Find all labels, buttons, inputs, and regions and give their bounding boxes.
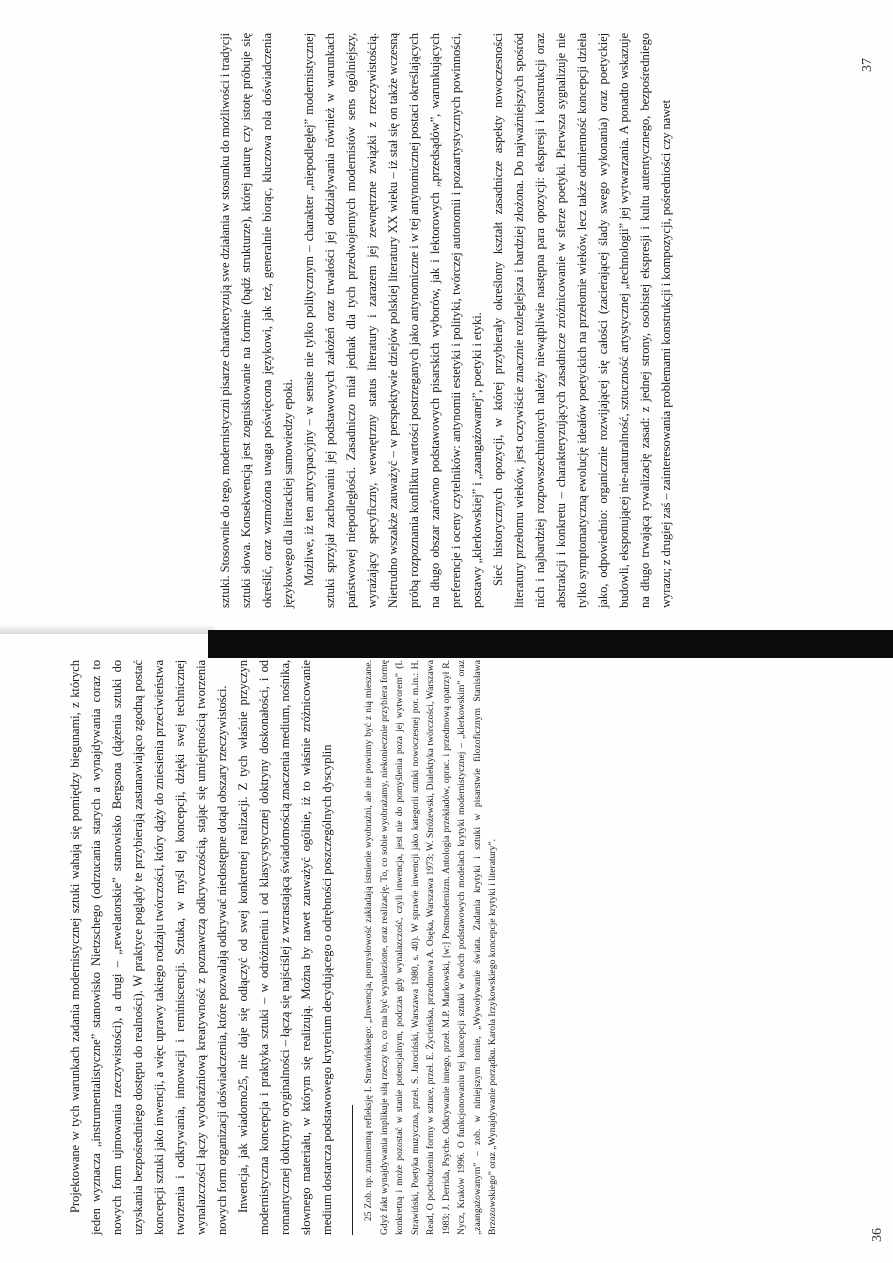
page-number-36: 36	[870, 1228, 885, 1242]
footnote-25: 25 Zob. np. znamienną refleksję I. Strawińskiego: „Inwencja, pomysłowość zakładają istnienie wyobraźni, ale nie powinny być z nią mieszane. Gdyż fakt wynajdywania implikuje siłą rzeczy to, co ma być wynalezione, oraz realizację. To, co sobie wyobrażamy, niekoniecznie przybiera formę konkretną i może pozostać w stanie potencjalnym, podczas gdy wynalazczość, czyli inwencja, jest nie do pomyślenia poza jej wytworem” (I. Strawiński, Poetyka muzyczna, przeł. S. Jarociński, Warszawa 1980, s. 40). W sprawie inwencji jako kategorii sztuki nowoczesnej por. m.in.: H. Read, O pochodzeniu formy w sztuce, przeł. E. Życieńska, przedmowa A. Osęka, Warszawa 1973; W. Stróżewski, Dialektyka twórczości, Warszawa 1983; J. Derrida, Psyche. Odkrywanie innego, przeł. M.P. Markowski, [w:] Postmodernizm. Antologia przekładów, oprac. i przedmową opatrzył R. Nycz, Kraków 1996. O funkcjonowaniu tej koncepcji sztuki w dwóch podstawowych modelach krytyki modernistycznej – „klerkowskim” oraz „zaangażowanym” – zob. w niniejszym tomie, „Wywoływanie świata. Zadania krytyki i sztuki w pisarstwie filozoficznym Stanisława Brzozowskiego” oraz „Wynajdywanie porządku. Karola Irzykowskiego koncepcje krytyki i literatury”.	[363, 660, 498, 1235]
page-37-text	[215, 33, 673, 608]
paragraph-1: sztuki. Stosownie do tego, modernistyczni pisarze charakteryzują swe działania w stosunku do możliwości i tradycji sztuki słowa. Konsekwencją jest zogniskowanie na formie (bądź strukturze), której naturę czy istotę próbuje się określić, oraz wzmożona uwaga poświęcona językowi, jak też, generalnie biorąc, kluczowa rola doświadczenia językowego dla literackiej samowiedzy epoki.	[218, 33, 295, 608]
footnote-rule	[352, 1105, 353, 1235]
paragraph-1: Projektowane w tych warunkach zadania modernistycznej sztuki wahają się pomiędzy biegunami, z których jeden wyznacza „instrumentalistyczne” stanowisko Nietzschego (odrzucania starych a wynajdywania coraz to nowych form ujmowania rzeczywistości), a drugi – „rewelatorskie” stanowisko Bergsona (dążenia sztuki do uzyskania bezpośredniego dostępu do realności). W praktyce poglądy te przybierają zastanawiająco zgodną postać koncepcji sztuki jako inwencji, a więc uprawy takiego rodzaju twórczości, który dąży do zniesienia przeciwieństwa tworzenia i odkrywania, innowacji i reminiscencji. Sztuka, w myśl tej koncepcji, dzięki swej technicznej wynalazczości łączy wyobraźniową kreatywność z poznawczą odkrywczością, stając się umiejętnością tworzenia nowych form organizacji doświadczenia, które pozwalają odkrywać niedostępne dotąd obszary rzeczywistości.	[68, 660, 229, 1235]
paragraph-2: Inwencja, jak wiadomo25, nie daje się odłączyć od swej konkretnej realizacji. Z tych właśnie przyczyn modernistyczna koncepcja i praktyka sztuki – w odróżnieniu i od klasycystycznej doktryny doskonałości, i od romantycznej doktryny oryginalności – łączą się najściślej z wzrastającą świadomością znaczenia medium, nośnika, słownego materiału, w którym się realizują. Można by nawet zauważyć ogólnie, iż to właśnie zróżnicowanie medium dostarcza podstawowego kryterium decydującego o odrębności poszczególnych dyscyplin	[236, 660, 334, 1235]
book-gutter	[208, 630, 893, 658]
page-36-text	[65, 660, 545, 1235]
paragraph-3: Sieć historycznych opozycji, w której przybierały określony kształt zasadnicze aspekty nowoczesności literatury przełomu wieków, jest oczywiście znacznie rozleglejsza i bardziej złożona. Do najważniejszych spośród nich i najbardziej rozpowszechnionych należy niewątpliwie następna para opozycji: ekspresji i konstrukcji oraz abstrakcji i konkretu – charakteryzujących zasadnicze zróżnicowanie w sferze poetyki. Pierwsza sygnalizuje nie tylko symptomatyczną ewolucję ideałów poetyckich na przełomie wieków, lecz także odmienność koncepcji dzieła jako, odpowiednio: organicznie rozwijającej się całości (zacierającej ślady swego wykonania) oraz poetyckiej budowli, eksponującej nie-naturalność, sztuczność artystycznej „technologii” jej wytwarzania. A ponadto wskazuje na długo trwającą rywalizację zasad: z jednej strony, osobistej ekspresji i kultu autentycznego, bezpośredniego wyrazu; z drugiej zaś – zainteresowania problemami konstrukcji i kompozycji, pośredniości czy nawet	[491, 33, 673, 608]
gutter-shadow	[0, 624, 215, 634]
page-number-37: 37	[860, 58, 875, 72]
paragraph-2: Możliwe, iż ten antycypacyjny – w sensie nie tylko politycznym – charakter „niepodległej” modernistycznej sztuki sprzyjał zachowaniu jej podstawowych założeń oraz trwałości jej oddziaływania również w warunkach państwowej niepodległości. Zasadniczo miał jednak dla tych przedwojennych modernistów sens ogólniejszy, wyrażający specyficzny, wewnętrzny status literatury i zarazem jej zewnętrzne związki z rzeczywistością. Nietrudno wszakże zauważyć – w perspektywie dziejów polskiej literatury XX wieku – iż stał się on także wczesną próbą rozpoznania konfliktu wartości postrzeganych jako antynomiczne i w tej antynomicznej postaci określających na długo obszar zarówno podstawowych pisarskich wyborów, jak i lektorowych „przedsądów”, warunkujących preferencje i oceny czytelników: antynomii estetyki i polityki, twórczej autonomii i pozaartystycznych powinności, postawy „klerkowskiej” i „zaangażowanej”, poetyki i etyki.	[302, 33, 484, 608]
